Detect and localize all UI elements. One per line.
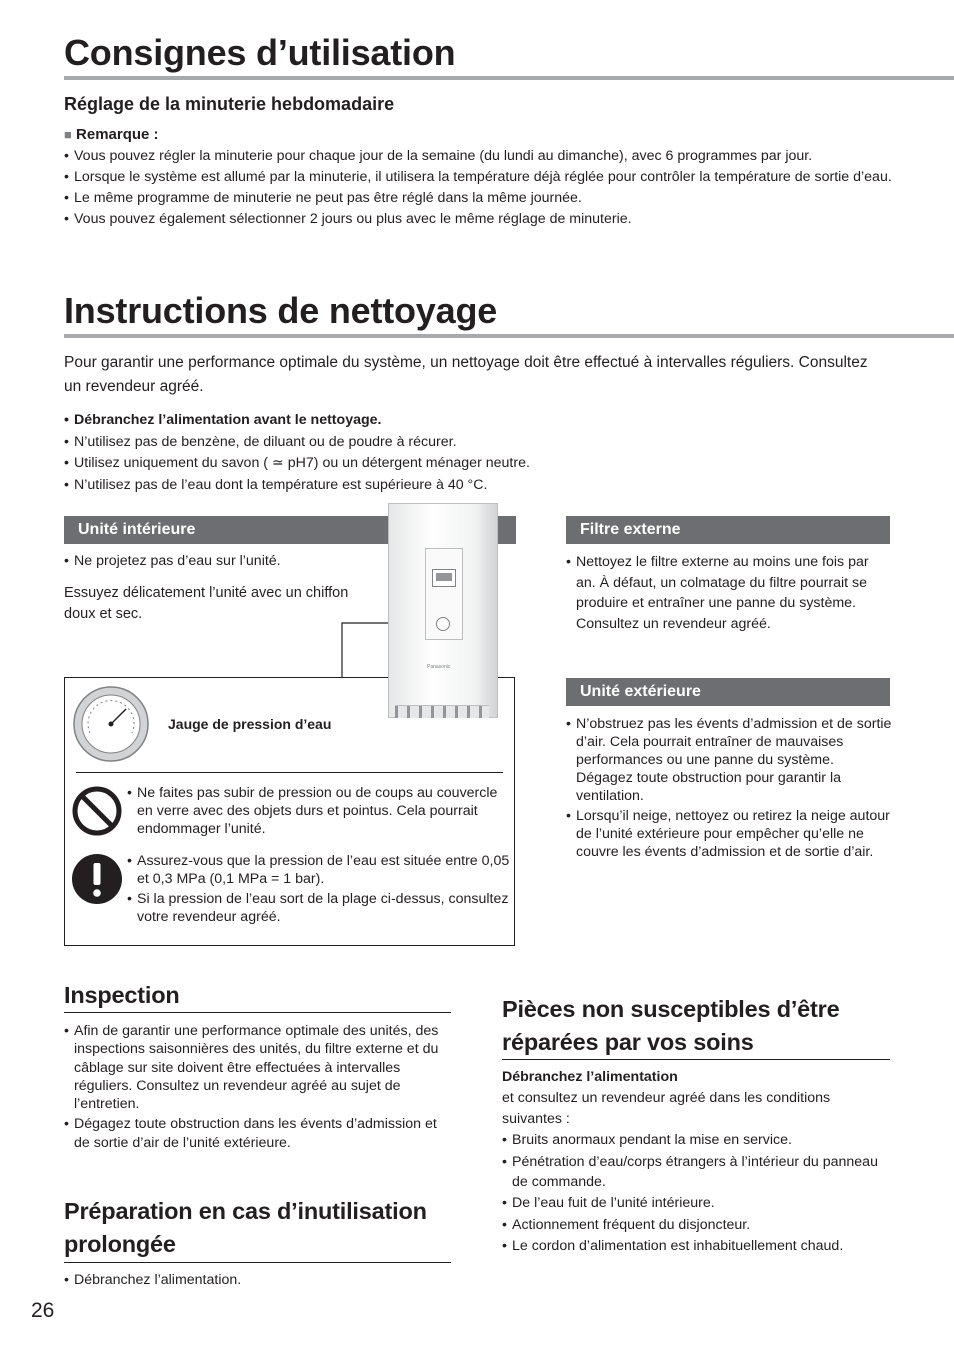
page-title-cleaning: Instructions de nettoyage bbox=[64, 290, 498, 331]
parts-bold: Débranchez l’alimentation bbox=[502, 1069, 678, 1085]
list-item: • Débranchez l’alimentation. bbox=[64, 1271, 449, 1289]
section-rule bbox=[64, 1012, 451, 1013]
list-item: • Le même programme de minuterie ne peut pas être réglé dans la même journée. bbox=[64, 189, 904, 207]
square-bullet-icon: ■ bbox=[64, 127, 72, 142]
indoor-list bbox=[64, 552, 364, 570]
prohibition-icon bbox=[71, 785, 123, 837]
list-item: • Vous pouvez régler la minuterie pour chaque jour de la semaine (du lundi au dimanche), avec 6 programmes par jour. bbox=[64, 147, 904, 165]
inspection-list bbox=[64, 1022, 449, 1152]
timer-notes-list bbox=[64, 147, 904, 228]
list-item: • Nettoyez le filtre externe au moins une fois par an. À défaut, un colmatage du filtre pourrait se produire et entraîner une panne du système. Consultez un revendeur agréé. bbox=[566, 552, 892, 634]
remark-label: Remarque : bbox=[76, 126, 159, 143]
divider bbox=[76, 772, 503, 773]
list-item: • Vous pouvez également sélectionner 2 jours ou plus avec le même réglage de minuterie. bbox=[64, 210, 904, 228]
preparation-list bbox=[64, 1271, 449, 1289]
list-item: • Ne faites pas subir de pression ou de coups au couvercle en verre avec des objets durs et pointus. Cela pourrait endommager l’unité. bbox=[127, 784, 507, 838]
outdoor-heading: Unité extérieure bbox=[566, 678, 890, 706]
indoor-unit-illustration bbox=[388, 503, 498, 718]
parts-title: Pièces non susceptibles d’être réparées par vos soins bbox=[502, 996, 840, 1055]
list-item-bold: • Débranchez l’alimentation avant le nettoyage. bbox=[64, 411, 904, 429]
title-rule bbox=[64, 76, 954, 80]
filter-list bbox=[566, 552, 892, 634]
section-rule bbox=[64, 1262, 451, 1263]
gauge-label: Jauge de pression d’eau bbox=[168, 716, 332, 732]
inspection-title: Inspection bbox=[64, 982, 180, 1008]
page-title-usage: Consignes d’utilisation bbox=[64, 32, 456, 73]
warning-list bbox=[127, 784, 507, 838]
list-item: • Ne projetez pas d’eau sur l’unité. bbox=[64, 552, 364, 570]
remark-heading bbox=[64, 126, 159, 143]
cleaning-intro: Pour garantir une performance optimale du système, un nettoyage doit être effectué à intervalles réguliers. Consultez un revendeur agréé. bbox=[64, 354, 868, 395]
list-item: • De l’eau fuit de l’unité intérieure. bbox=[502, 1193, 882, 1213]
list-item: • N’obstruez pas les évents d’admission et de sortie d’air. Cela pourrait entraîner de mauvaises performances ou une panne du système. Dégagez toute obstruction pour garantir la ventilation. bbox=[566, 715, 892, 805]
display-icon bbox=[432, 569, 456, 587]
section-rule bbox=[502, 1059, 890, 1060]
brand-logo: Panasonic bbox=[427, 664, 451, 670]
pressure-gauge-icon bbox=[72, 685, 150, 763]
control-panel bbox=[425, 548, 463, 640]
list-item: • Pénétration d’eau/corps étrangers à l’intérieur du panneau de commande. bbox=[502, 1152, 882, 1192]
exclamation-icon bbox=[71, 853, 123, 905]
list-item: • Actionnement fréquent du disjoncteur. bbox=[502, 1215, 882, 1235]
list-item: • N’utilisez pas de benzène, de diluant ou de poudre à récurer. bbox=[64, 433, 904, 451]
timer-subtitle: Réglage de la minuterie hebdomadaire bbox=[64, 94, 395, 114]
parts-list bbox=[502, 1130, 882, 1256]
list-item: • Utilisez uniquement du savon ( ≃ pH7) ou un détergent ménager neutre. bbox=[64, 454, 904, 472]
list-item: • Si la pression de l’eau sort de la plage ci-dessus, consultez votre revendeur agréé. bbox=[127, 890, 512, 926]
cleaning-rules-list bbox=[64, 411, 904, 494]
preparation-title: Préparation en cas d’inutilisation prolongée bbox=[64, 1198, 427, 1257]
parts-text: et consultez un revendeur agréé dans les conditions suivantes : bbox=[502, 1090, 831, 1127]
page-number: 26 bbox=[31, 1299, 55, 1322]
list-item: • Le cordon d’alimentation est inhabituellement chaud. bbox=[502, 1236, 882, 1256]
list-item: • Lorsqu’il neige, nettoyez ou retirez la neige autour de l’unité extérieure pour empêcher qu’elle ne couvre les évents d’admission et de sortie d’air. bbox=[566, 807, 892, 861]
caution-list bbox=[127, 852, 512, 926]
filter-heading: Filtre externe bbox=[566, 516, 890, 544]
list-item: • Afin de garantir une performance optimale des unités, des inspections saisonnières des unités, du filtre externe et du câblage sur site doivent être effectuées à intervalles réguliers. Consultez un revendeur agréé au sujet de l’entretien. bbox=[64, 1022, 449, 1113]
title-rule bbox=[64, 334, 954, 338]
mini-gauge-icon bbox=[436, 617, 450, 631]
list-item: • Bruits anormaux pendant la mise en service. bbox=[502, 1130, 882, 1150]
indoor-text: Essuyez délicatement l’unité avec un chiffon doux et sec. bbox=[64, 585, 349, 622]
indoor-unit-heading: Unité intérieure bbox=[64, 516, 516, 544]
pipe-connectors bbox=[395, 705, 489, 718]
list-item: • Lorsque le système est allumé par la minuterie, il utilisera la température déjà réglée pour contrôler la température de sortie d’eau. bbox=[64, 168, 904, 186]
list-item: • Dégagez toute obstruction dans les évents d’admission et de sortie d’air de l’unité extérieure. bbox=[64, 1115, 449, 1152]
list-item: • Assurez-vous que la pression de l’eau est située entre 0,05 et 0,3 MPa (0,1 MPa = 1 bar). bbox=[127, 852, 512, 888]
outdoor-list bbox=[566, 715, 892, 861]
list-item: • N’utilisez pas de l’eau dont la température est supérieure à 40 °C. bbox=[64, 476, 904, 494]
